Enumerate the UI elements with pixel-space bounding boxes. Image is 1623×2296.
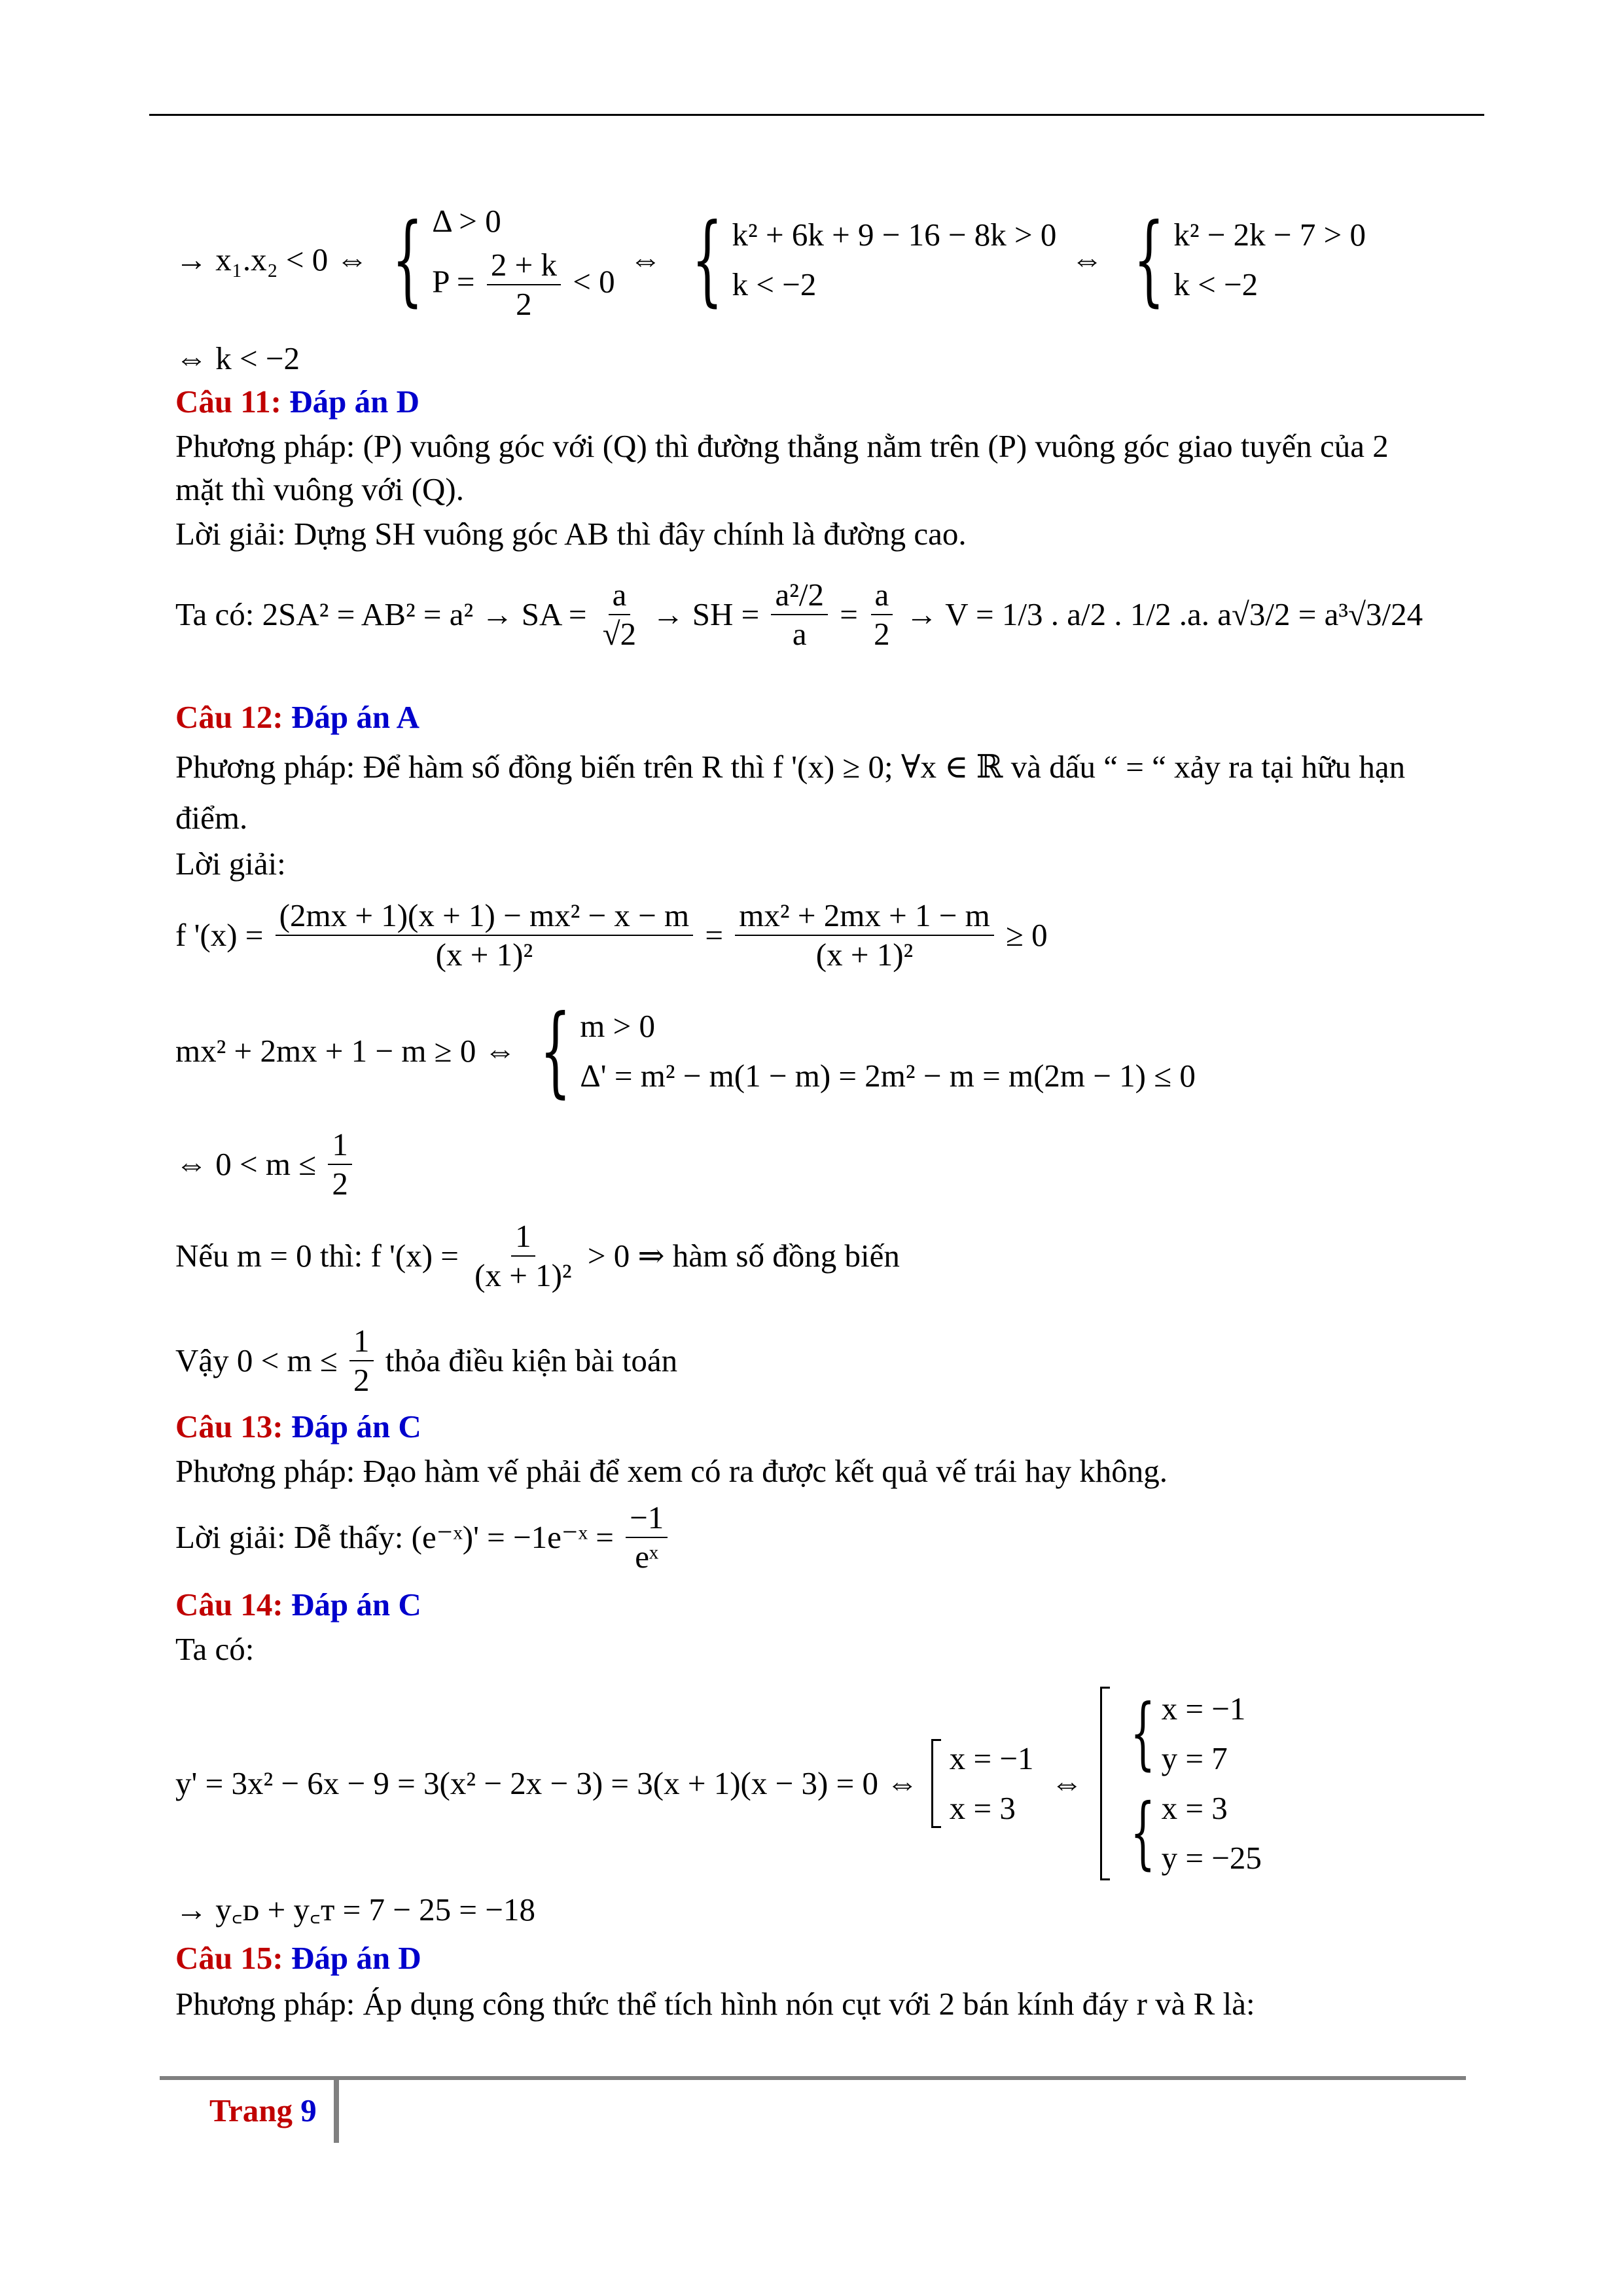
brace-icon: {	[391, 203, 423, 317]
q12-solution: Lời giải:	[175, 846, 286, 882]
iff-1: ⇔	[629, 242, 662, 278]
system-1-line-b: P = $\frac{2 + k}{2}$ < 0	[432, 247, 615, 322]
q11-method-1: Phương pháp: (P) vuông góc với (Q) thì đường thẳng nằm trên (P) vuông góc giao tuyến của 2	[175, 428, 1389, 464]
q12-condition: mx² + 2mx + 1 − m ≥ 0 ⇔ { m > 0 Δ' = m² − m(1 − m) = 2m² − m = m(2m − 1) ≤ 0	[175, 994, 1196, 1108]
q11-method-2: mặt thì vuông với (Q).	[175, 471, 464, 507]
iff-2: ⇔	[1071, 242, 1103, 278]
equation-row-1	[175, 196, 1366, 323]
q11-heading: Câu 11: Đáp án D	[175, 384, 420, 420]
q12-result: ⇔ 0 < m ≤ $\frac{1}{2}$	[175, 1126, 356, 1203]
q14-sum: → y꜀ᴅ + y꜀ᴛ = 7 − 25 = −18	[175, 1892, 535, 1928]
q13-method: Phương pháp: Đạo hàm vế phải để xem có ra được kết quả vế trái hay không.	[175, 1453, 1168, 1489]
q12-heading: Câu 12: Đáp án A	[175, 699, 420, 735]
q11-calculation: Ta có: 2SA² = AB² = a² → SA = $\frac{a}{√2}$ → SH = $\frac{\text{a²/2}}{a}$ = $\frac{a}{2}$ → V = 1/3 . a/2 . 1/2 .a. a√3/2 = a³√3/24	[175, 577, 1423, 652]
q14-derivative: y' = 3x² − 6x − 9 = 3(x² − 2x − 3) = 3(x + 1)(x − 3) = 0 ⇔ x = −1 x = 3 ⇔ { x = −1 y = 7 { x = 3 y = −25	[175, 1682, 1262, 1878]
q12-conclusion: Vậy 0 < m ≤ $\frac{1}{2}$ thỏa điều kiện bài toán	[175, 1323, 678, 1398]
brace-icon: {	[539, 994, 571, 1108]
system-1	[376, 196, 615, 323]
system-3: { k² − 2k − 7 > 0 k < −2	[1133, 203, 1366, 317]
brace-icon: {	[1130, 1687, 1156, 1779]
page-number: Trang 9	[209, 2092, 317, 2128]
footer-divider	[334, 2080, 339, 2143]
q12-derivative: f '(x) = $\frac{\text{(2mx + 1)(x + 1) − mx² − x − m}}{\text{(x + 1)²}}$ = $\frac{\text{mx² + 2mx + 1 − m}}{\text{(x + 1)²}}$ ≥ 0	[175, 897, 1048, 973]
system-1-line-a: Δ > 0	[432, 203, 501, 239]
footer-rule	[160, 2076, 1466, 2080]
brace-icon: {	[1133, 203, 1165, 317]
equation-row-2: ⇔ k < −2	[175, 340, 300, 376]
eq1-left: → x₁.x₂ < 0 ⇔	[175, 242, 368, 278]
brace-icon: {	[691, 203, 723, 317]
brace-icon: {	[1130, 1787, 1156, 1878]
q15-method: Phương pháp: Áp dụng công thức thể tích hình nón cụt với 2 bán kính đáy r và R là:	[175, 1986, 1255, 2022]
system-2: { k² + 6k + 9 − 16 − 8k > 0 k < −2	[691, 203, 1057, 317]
q11-solution: Lời giải: Dựng SH vuông góc AB thì đây chính là đường cao.	[175, 516, 967, 552]
p-fraction: $\frac{2 + k}{2}$	[487, 246, 561, 323]
bracket-icon	[1100, 1687, 1110, 1880]
q15-heading: Câu 15: Đáp án D	[175, 1940, 421, 1976]
q13-solution: Lời giải: Dễ thấy: (e⁻ˣ)' = −1e⁻ˣ = $\frac{-1}{\text{eˣ}}$	[175, 1499, 671, 1576]
q12-method-1: Phương pháp: Để hàm số đồng biến trên R thì f '(x) ≥ 0; ∀x ∈ ℝ và dấu “ = “ xảy ra tại hữu hạn	[175, 749, 1406, 785]
q14-intro: Ta có:	[175, 1631, 255, 1667]
q12-m-zero: Nếu m = 0 thì: f '(x) = $\frac{1}{\text{(x + 1)²}}$ > 0 ⇒ hàm số đồng biến	[175, 1218, 900, 1293]
q14-heading: Câu 14: Đáp án C	[175, 1587, 421, 1623]
q13-heading: Câu 13: Đáp án C	[175, 1408, 421, 1444]
header-rule	[149, 114, 1484, 116]
bracket-icon	[931, 1739, 941, 1828]
q12-method-2: điểm.	[175, 800, 248, 836]
